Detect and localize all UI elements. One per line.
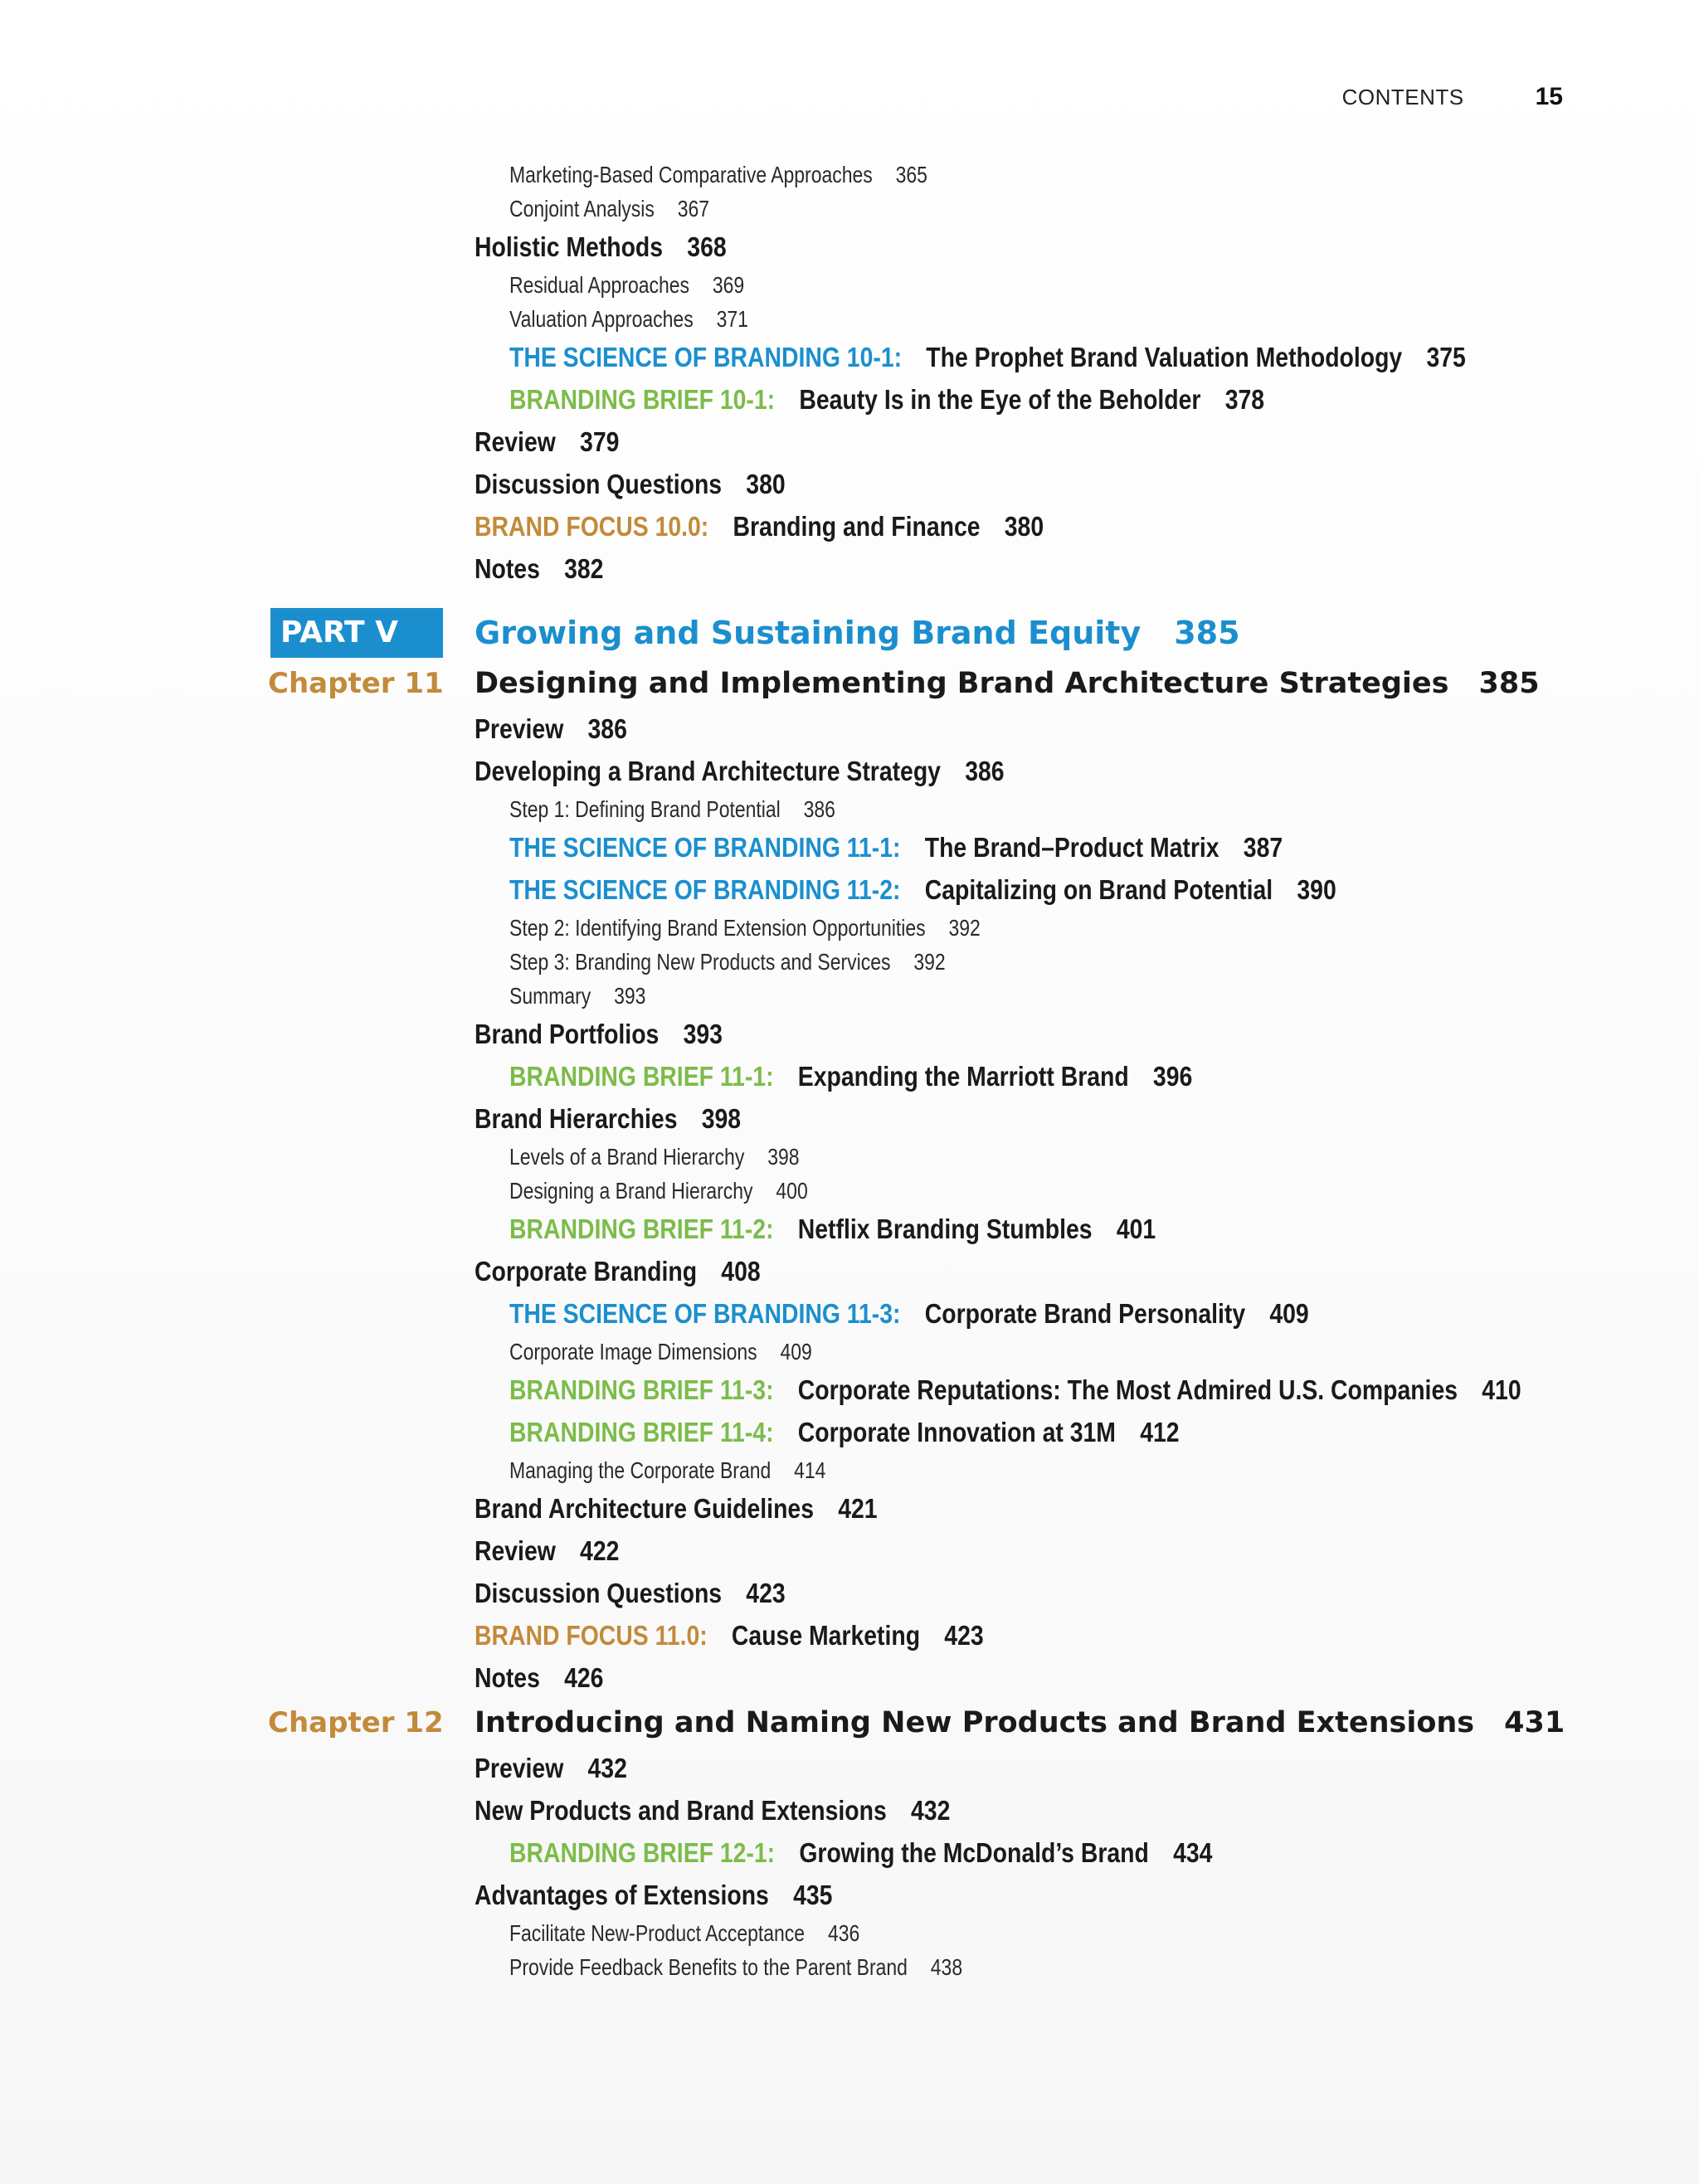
entry-title: Notes (475, 1662, 540, 1693)
toc-entry-content (475, 505, 1044, 547)
entry-title: Expanding the Marriott Brand (797, 1061, 1129, 1092)
entry-title: Advantages of Extensions (475, 1880, 769, 1910)
toc-entry (0, 1874, 1699, 1916)
toc-entry (0, 421, 1699, 463)
toc-entry (0, 1950, 1699, 1984)
entry-title: Cause Marketing (731, 1620, 921, 1651)
toc-entry (0, 226, 1699, 268)
entry-title: Branding and Finance (733, 511, 981, 542)
toc-entry-content (475, 1530, 619, 1572)
entry-title: Developing a Brand Architecture Strategy (475, 756, 941, 786)
toc-entry (0, 1140, 1699, 1174)
toc-entry (0, 708, 1699, 750)
toc-entry (0, 1747, 1699, 1789)
entry-page: 423 (746, 1578, 786, 1608)
toc-entry (0, 1831, 1699, 1874)
entry-title: The Prophet Brand Valuation Methodology (926, 342, 1403, 372)
toc-entry (0, 1335, 1699, 1369)
toc-entry-content (475, 708, 627, 750)
entry-page: 426 (564, 1662, 604, 1693)
entry-title: Corporate Image Dimensions (509, 1339, 757, 1364)
toc-entry (0, 1530, 1699, 1572)
toc-entry-content (509, 378, 1264, 421)
entry-page: 368 (687, 231, 727, 262)
chapter-12-heading (0, 1699, 1699, 1747)
toc-entry-content (475, 1656, 603, 1699)
entry-page: 398 (701, 1103, 742, 1134)
entry-title: The Brand–Product Matrix (924, 832, 1219, 863)
entry-title: Brand Architecture Guidelines (475, 1493, 814, 1524)
toc-entry (0, 1453, 1699, 1487)
entry-page: 380 (746, 469, 786, 499)
entry-page: 409 (780, 1339, 812, 1364)
toc-entry (0, 1656, 1699, 1699)
entry-page: 386 (803, 796, 835, 822)
entry-title: Beauty Is in the Eye of the Beholder (799, 384, 1201, 415)
toc-entry (0, 868, 1699, 911)
chapter-11-title (475, 659, 1540, 708)
entry-title: Discussion Questions (475, 469, 723, 499)
entry-page: 393 (683, 1019, 723, 1049)
toc-entry-content (509, 158, 927, 192)
toc-entry-content (509, 1174, 808, 1208)
chapter-11-title-text: Designing and Implementing Brand Architecture Strategies (475, 667, 1449, 700)
toc-entry-content (475, 1250, 761, 1292)
entry-page: 414 (794, 1457, 826, 1483)
chapter-11-heading (0, 659, 1699, 708)
entry-title: Holistic Methods (475, 231, 664, 262)
entry-title: Review (475, 426, 556, 457)
entry-page: 386 (965, 756, 1005, 786)
entry-page: 386 (587, 713, 627, 744)
entry-page: 432 (910, 1795, 951, 1826)
entry-page: 371 (716, 306, 748, 332)
entry-title: Preview (475, 1753, 564, 1783)
toc-entry (0, 1487, 1699, 1530)
toc-entry (0, 945, 1699, 979)
entry-page: 401 (1116, 1214, 1156, 1244)
entry-title: New Products and Brand Extensions (475, 1795, 887, 1826)
toc-entry (0, 378, 1699, 421)
chapter-12-title-text: Introducing and Naming New Products and Brand Extensions (475, 1706, 1475, 1739)
toc-entry (0, 911, 1699, 945)
entry-page: 379 (580, 426, 620, 457)
entry-page: 435 (793, 1880, 833, 1910)
toc-entry (0, 192, 1699, 226)
toc-entry (0, 1174, 1699, 1208)
entry-title: Brand Portfolios (475, 1019, 660, 1049)
running-head (1342, 83, 1563, 111)
toc-entry-content (509, 826, 1283, 868)
toc-entry (0, 268, 1699, 302)
toc-entry-content (475, 1013, 723, 1055)
toc-entry (0, 1013, 1699, 1055)
entry-title: Facilitate New-Product Acceptance (509, 1920, 806, 1946)
toc-entry (0, 792, 1699, 826)
toc-entry-content (509, 1950, 962, 1984)
toc-entry-content (509, 1411, 1180, 1453)
chapter-11-label: Chapter 11 (268, 667, 444, 700)
toc-entry (0, 750, 1699, 792)
toc-entry-content (509, 1916, 859, 1950)
toc-entry-content (475, 547, 603, 590)
page-number: 15 (1535, 83, 1563, 110)
toc-entry-content (509, 302, 748, 336)
feature-label: THE SCIENCE OF BRANDING 11-3: (509, 1298, 901, 1329)
entry-page: 398 (767, 1144, 800, 1170)
entry-title: Marketing-Based Comparative Approaches (509, 162, 873, 187)
chapter-12-label: Chapter 12 (268, 1706, 444, 1739)
feature-label: BRANDING BRIEF 11-3: (509, 1374, 774, 1405)
toc-entry-content (509, 911, 981, 945)
toc-entry (0, 1572, 1699, 1614)
entry-title: Designing a Brand Hierarchy (509, 1178, 753, 1204)
toc-entry (0, 1250, 1699, 1292)
toc-entry-content (509, 792, 835, 826)
entry-title: Review (475, 1535, 556, 1566)
entry-title: Managing the Corporate Brand (509, 1457, 772, 1483)
entry-title: Corporate Brand Personality (924, 1298, 1246, 1329)
entry-page: 365 (895, 162, 927, 187)
toc-entry-content (475, 1614, 984, 1656)
toc-entry-content (475, 463, 786, 505)
toc-entry-content (509, 1453, 825, 1487)
entry-title: Conjoint Analysis (509, 196, 655, 221)
entry-page: 434 (1173, 1837, 1213, 1868)
running-head-section: CONTENTS (1341, 85, 1464, 109)
chapter-12-title (475, 1699, 1565, 1747)
feature-label: BRANDING BRIEF 11-4: (509, 1417, 774, 1447)
entry-page: 378 (1224, 384, 1265, 415)
toc-entry-content (509, 1369, 1521, 1411)
chapter-12-page: 431 (1504, 1706, 1565, 1739)
entry-title: Step 2: Identifying Brand Extension Opportunities (509, 915, 926, 941)
toc-entry (0, 1789, 1699, 1831)
entry-page: 380 (1004, 511, 1044, 542)
toc-entry (0, 463, 1699, 505)
toc-entry-content (509, 1335, 812, 1369)
part-label: PART V (270, 608, 443, 658)
feature-label: BRANDING BRIEF 11-2: (509, 1214, 774, 1244)
toc-entry-content (509, 1831, 1212, 1874)
toc-entry-content (475, 750, 1005, 792)
toc-entry (0, 158, 1699, 192)
entry-page: 432 (587, 1753, 627, 1783)
entry-page: 387 (1243, 832, 1283, 863)
entry-page: 412 (1140, 1417, 1180, 1447)
toc-entry (0, 336, 1699, 378)
entry-title: Residual Approaches (509, 272, 689, 298)
toc-entry-content (509, 192, 709, 226)
feature-label: BRAND FOCUS 11.0: (475, 1620, 708, 1651)
toc-entry (0, 1055, 1699, 1097)
toc-entry-content (509, 1292, 1309, 1335)
entry-page: 393 (614, 983, 646, 1009)
toc-entry-content (475, 1097, 741, 1140)
toc-entry (0, 1411, 1699, 1453)
toc-entry-content (509, 336, 1466, 378)
entry-title: Provide Feedback Benefits to the Parent Brand (509, 1954, 908, 1980)
entry-page: 410 (1482, 1374, 1521, 1405)
feature-label: BRANDING BRIEF 12-1: (509, 1837, 776, 1868)
part-title-text: Growing and Sustaining Brand Equity (475, 615, 1142, 651)
toc-entries-chapter-10-continued (0, 158, 1699, 590)
entry-title: Summary (509, 983, 591, 1009)
toc-entry-content (475, 1789, 950, 1831)
part-heading (0, 608, 1699, 659)
entry-title: Step 3: Branding New Products and Services (509, 949, 891, 975)
entry-title: Corporate Reputations: The Most Admired U.S. Companies (797, 1374, 1458, 1405)
toc-entry (0, 1208, 1699, 1250)
entry-page: 396 (1152, 1061, 1193, 1092)
entry-page: 392 (948, 915, 981, 941)
entry-title: Step 1: Defining Brand Potential (509, 796, 781, 822)
entry-page: 409 (1269, 1298, 1309, 1329)
entry-title: Notes (475, 553, 540, 584)
toc-entry-content (475, 1572, 786, 1614)
entry-title: Discussion Questions (475, 1578, 723, 1608)
toc-entry (0, 547, 1699, 590)
toc-entry-content (509, 868, 1336, 911)
entry-page: 408 (721, 1256, 761, 1287)
feature-label: THE SCIENCE OF BRANDING 11-2: (509, 874, 901, 905)
toc-entry (0, 979, 1699, 1013)
toc-entry-content (475, 1874, 832, 1916)
entry-page: 375 (1426, 342, 1466, 372)
entry-page: 422 (580, 1535, 620, 1566)
entry-title: Netflix Branding Stumbles (797, 1214, 1093, 1244)
toc-entry (0, 1614, 1699, 1656)
entry-page: 382 (564, 553, 604, 584)
entry-title: Levels of a Brand Hierarchy (509, 1144, 745, 1170)
entry-title: Preview (475, 713, 564, 744)
part-title (475, 608, 1240, 658)
toc-entry-content (475, 1487, 878, 1530)
toc-entry (0, 1292, 1699, 1335)
toc-entry (0, 505, 1699, 547)
feature-label: THE SCIENCE OF BRANDING 10-1: (509, 342, 903, 372)
toc-entry-content (509, 1208, 1156, 1250)
entry-title: Growing the McDonald’s Brand (799, 1837, 1149, 1868)
entry-page: 400 (776, 1178, 808, 1204)
toc-entry (0, 1097, 1699, 1140)
entry-page: 436 (827, 1920, 860, 1946)
toc-entry-content (475, 226, 727, 268)
toc-entry-content (509, 268, 744, 302)
toc-entry-content (509, 979, 645, 1013)
entry-title: Valuation Approaches (509, 306, 694, 332)
entry-page: 367 (677, 196, 710, 221)
entry-title: Capitalizing on Brand Potential (924, 874, 1273, 905)
toc-entry-content (475, 1747, 627, 1789)
entry-title: Corporate Innovation at 31M (797, 1417, 1116, 1447)
toc-entry (0, 1916, 1699, 1950)
entry-page: 390 (1297, 874, 1336, 905)
toc-entries-chapter-12 (0, 1747, 1699, 1984)
entry-title: Brand Hierarchies (475, 1103, 678, 1134)
toc-entry-content (509, 945, 946, 979)
entry-page: 423 (944, 1620, 984, 1651)
entry-page: 369 (712, 272, 745, 298)
toc-entry (0, 826, 1699, 868)
toc-entry-content (509, 1140, 800, 1174)
entry-page: 421 (838, 1493, 878, 1524)
table-of-contents (0, 158, 1699, 1984)
toc-entry (0, 302, 1699, 336)
feature-label: BRANDING BRIEF 11-1: (509, 1061, 774, 1092)
chapter-11-page: 385 (1478, 667, 1540, 700)
entry-page: 392 (913, 949, 946, 975)
feature-label: THE SCIENCE OF BRANDING 11-1: (509, 832, 901, 863)
entry-title: Corporate Branding (475, 1256, 698, 1287)
feature-label: BRANDING BRIEF 10-1: (509, 384, 776, 415)
toc-entry-content (509, 1055, 1192, 1097)
toc-entry-content (475, 421, 619, 463)
toc-entry (0, 1369, 1699, 1411)
feature-label: BRAND FOCUS 10.0: (475, 511, 709, 542)
entry-page: 438 (930, 1954, 963, 1980)
toc-entries-chapter-11 (0, 708, 1699, 1699)
part-page: 385 (1174, 615, 1240, 651)
